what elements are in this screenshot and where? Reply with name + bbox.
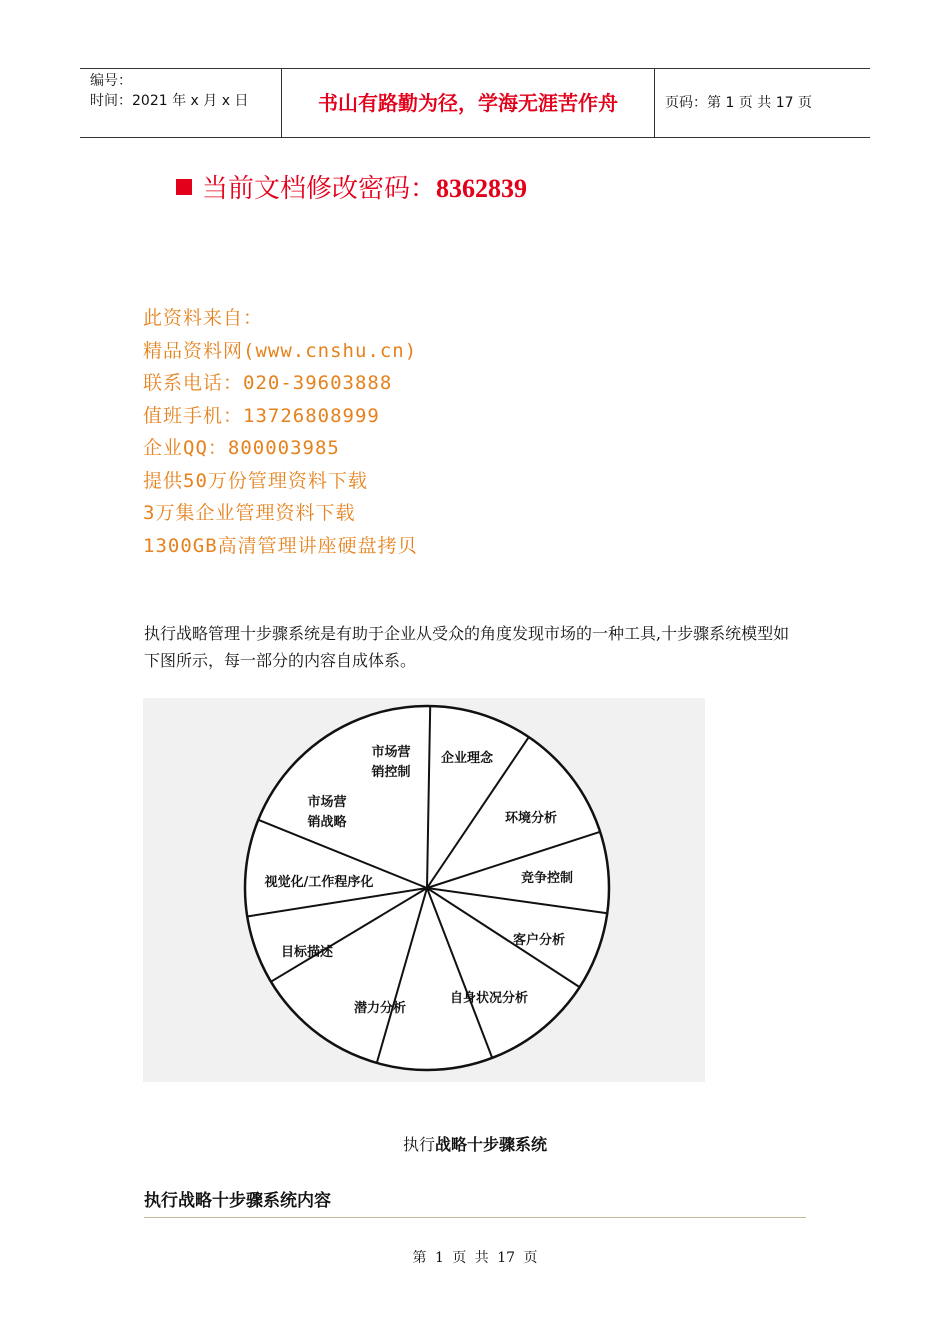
diagram-caption (0, 1132, 950, 1155)
intro-paragraph: 执行战略管理十步骤系统是有助于企业从受众的角度发现市场的一种工具,十步骤系统模型如下图所示，每一部分的内容自成体系。 (144, 624, 790, 670)
wheel-segment-label: 视觉化/工作程序化 (264, 875, 374, 890)
password-code: 8362839 (436, 174, 528, 203)
info-line: 3万集企业管理资料下载 (143, 502, 356, 524)
caption-bold: 战略十步骤系统 (435, 1135, 548, 1154)
password-line (176, 168, 527, 205)
source-info (143, 302, 418, 562)
section-heading: 执行战略十步骤系统内容 (144, 1186, 806, 1218)
wheel-segment-label: 客户分析 (512, 933, 566, 948)
wheel-segment-label: 企业理念 (440, 751, 494, 766)
wheel-diagram (143, 698, 705, 1082)
wheel-segment-label: 市场营销控制 (371, 745, 411, 780)
caption-normal: 执行 (402, 1135, 435, 1154)
square-bullet-icon (176, 179, 192, 195)
document-header (80, 68, 870, 138)
info-line: 提供50万份管理资料下载 (143, 469, 368, 492)
info-line: 精品资料网(www.cnshu.cn) (143, 339, 418, 362)
ten-step-diagram (143, 698, 705, 1082)
header-page-info: 页码：第 1 页 共 17 页 (665, 95, 812, 111)
number-label: 编号： (90, 73, 132, 89)
wheel-segment-label: 竞争控制 (520, 871, 574, 886)
info-line: 值班手机：13726808999 (143, 404, 380, 427)
wheel-segment-label: 环境分析 (504, 811, 558, 826)
wheel-segment-label: 自身状况分析 (449, 991, 529, 1006)
wheel-segment-label: 市场营销战略 (307, 795, 347, 830)
wheel-segment-label: 潜力分析 (353, 1001, 407, 1016)
header-motto: 书山有路勤为径，学海无涯苦作舟 (281, 69, 655, 137)
wheel-segment-label: 目标描述 (280, 945, 334, 960)
info-line: 1300GB高清管理讲座硬盘拷贝 (143, 534, 418, 557)
password-label: 当前文档修改密码： (202, 174, 437, 204)
page-footer: 第 1 页 共 17 页 (412, 1250, 538, 1266)
info-line: 联系电话：020-39603888 (143, 372, 393, 394)
info-line: 企业QQ：800003985 (143, 437, 340, 459)
time-label: 时间：2021 年 x 月 x 日 (90, 93, 249, 109)
header-meta (80, 69, 281, 137)
info-line: 此资料来自： (143, 307, 264, 329)
